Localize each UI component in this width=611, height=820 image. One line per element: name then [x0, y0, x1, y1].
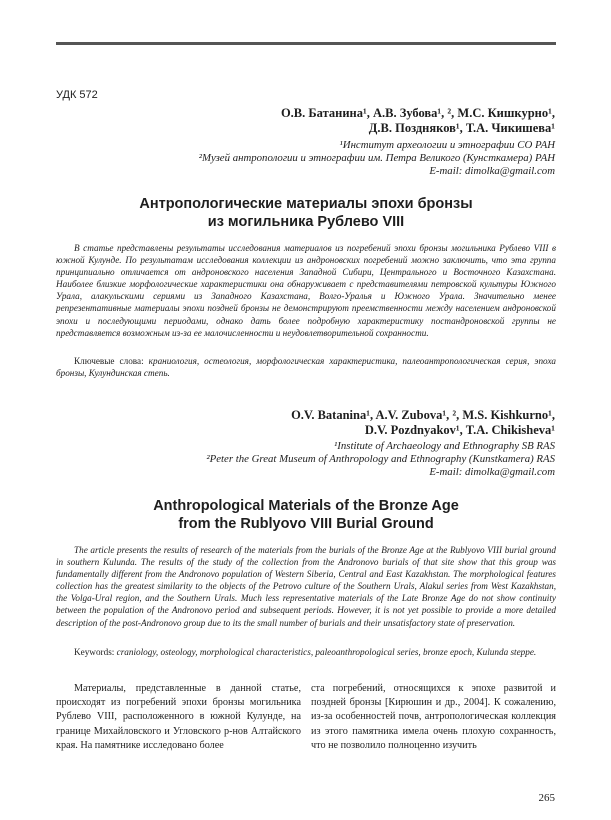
ru-affiliations — [199, 139, 555, 178]
ru-authors-line2: Д.В. Поздняков¹, Т.А. Чикишева¹ — [368, 121, 555, 135]
ru-keywords-label: Ключевые слова: — [74, 356, 144, 366]
en-title-line2: from the Rublyovo VIII Burial Ground — [178, 516, 434, 532]
ru-abstract: В статье представлены результаты исследования материалов из погребений эпохи бронзы могильника Рублево VIII в южной Кулунде. По результатам исследования коллекции из андроновских погребений можно заключить, что эта группа принципиально отличается от андроновского населения Западной Сибири, Центрального и Восточного Казахстана. Наиболее близкие морфологические характеристики она обнаруживает с представителями петровской культуры Южного Урала, алакульскими сериями из Западного Казахстана, Волго-Уралья и Южного Урала. Значительно менее репрезентативные материалы эпохи поздней бронзы не демонстрируют преемственности между населением андроновской эпохи и последующими периодами, однако дать более подробную характеристику постандроновской группы не представляется возможным из-за ее малочисленности и неудовлетворительной сохранности. — [56, 243, 556, 338]
ru-affil-1: ¹Институт археологии и этнографии СО РАН — [339, 139, 555, 151]
ru-title — [56, 195, 556, 231]
en-affiliations — [206, 440, 555, 479]
en-email: E-mail: dimolka@gmail.com — [429, 466, 555, 478]
en-abstract: The article presents the results of research of the materials from the burials of the Bronze Age at the Rublyovo VIII burial ground in southern Kulunda. The results of the study of the collection from the Andronovo burials of that site show that this group was fundamentally different from the Andronovo population of Western Siberia, Central and East Kazakhstan. The morphological features collection has the greatest similarity to the objects of the Petrovo culture of the Southern Urals, Alakul series from West Kazakhstan, the Volga-Ural region, and the Southern Urals. Much less representative materials of the Late Bronze Age do not show continuity between the population of the Andronovo period and subsequent periods. However, it is not yet possible to provide a more detailed description of the post-Andronovo group due to its the small number of burials and their unsatisfactory state of preservation. — [56, 545, 556, 628]
ru-title-line1: Антропологические материалы эпохи бронзы — [139, 196, 473, 212]
en-authors-line1: O.V. Batanina¹, A.V. Zubova¹, ², M.S. Kishkurno¹, — [291, 408, 555, 422]
en-affil-2: ²Peter the Great Museum of Anthropology and Ethnography (Kunstkamera) RAS — [206, 453, 555, 465]
body-column-left: Материалы, представленные в данной статье, происходят из погребений эпохи бронзы могильника Рублево VIII, расположенного в южной Кулунде, на границе Михайловского и Угловского р-нов Алтайского края. На памятнике исследовано более — [56, 683, 301, 751]
en-keywords-label: Keywords: — [74, 647, 115, 657]
en-authors — [291, 408, 555, 438]
en-keywords — [56, 646, 556, 658]
en-keywords-list: craniology, osteology, morphological characteristics, paleoanthropological series, bronze epoch, Kulunda steppe. — [116, 647, 537, 657]
udc-code: УДК 572 — [56, 89, 98, 101]
ru-affil-2: ²Музей антропологии и этнографии им. Петра Великого (Кунсткамера) РАН — [198, 152, 555, 164]
ru-authors — [281, 106, 555, 136]
ru-authors-line1: О.В. Батанина¹, А.В. Зубова¹, ², М.С. Кишкурно¹, — [280, 106, 555, 120]
ru-title-line2: из могильника Рублево VIII — [207, 214, 405, 230]
ru-keywords — [56, 355, 556, 379]
en-title — [56, 497, 556, 533]
body-column-right: ста погребений, относящихся к эпохе развитой и поздней бронзы [Кирюшин и др., 2004]. К сожалению, из-за особенностей почв, антропологическая коллекция из этого памятника имела очень плохую сохранность, что не позволило полноценно изучить — [311, 683, 556, 751]
ru-email: E-mail: dimolka@gmail.com — [429, 165, 555, 177]
ru-keywords-list: краниология, остеология, морфологическая характеристика, палеоантропологическая серия, эпоха бронзы, Кулундинская степь. — [56, 356, 557, 379]
en-authors-line2: D.V. Pozdnyakov¹, T.A. Chikisheva¹ — [364, 423, 555, 437]
page-number: 265 — [538, 792, 555, 804]
en-affil-1: ¹Institute of Archaeology and Ethnography SB RAS — [334, 440, 555, 452]
en-title-line1: Anthropological Materials of the Bronze Age — [153, 498, 459, 514]
header-rule — [56, 42, 556, 45]
